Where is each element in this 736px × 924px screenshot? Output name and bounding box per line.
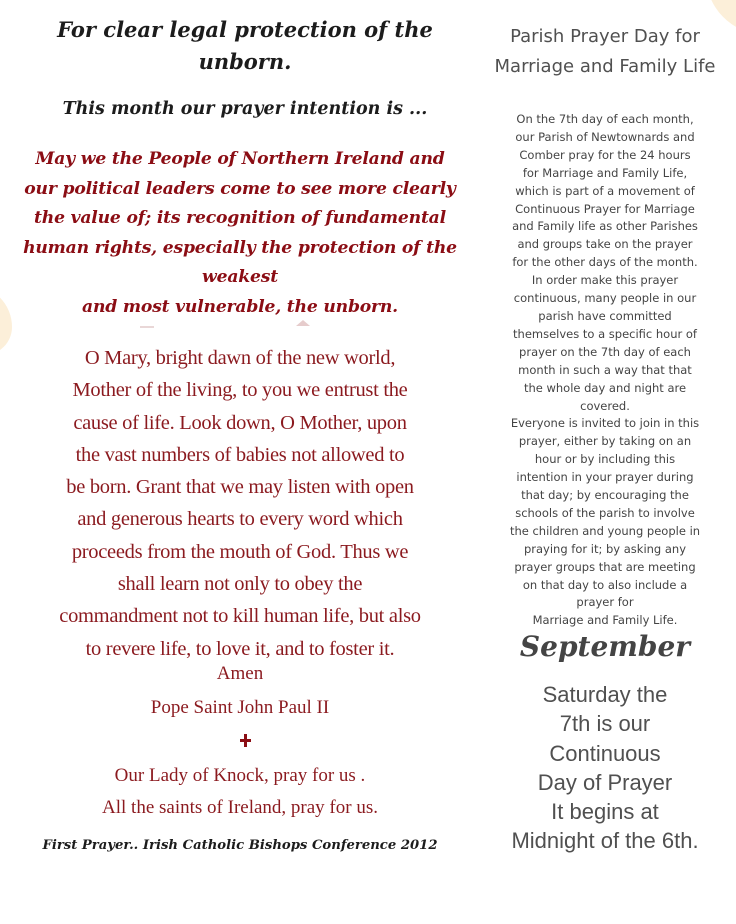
prayer-intention	[10, 145, 470, 322]
prayer-day-note	[478, 680, 732, 856]
prayer-line: shall learn not only to obey the	[117, 573, 363, 596]
parish-prayer-title: Parish Prayer Day for Marriage and Family Life	[494, 26, 716, 77]
body-line: our Parish of Newtownards and	[515, 129, 695, 144]
intention-line: May we the People of Northern Ireland and	[35, 149, 445, 169]
body-line: praying for it; by asking any	[523, 541, 687, 556]
intention-heading: This month our prayer intention is ...	[62, 99, 428, 119]
prayer-line: be born. Grant that we may listen with open	[66, 476, 414, 499]
note-line: Saturday the	[542, 682, 668, 707]
intention-line: the value of; its recognition of fundamental	[34, 208, 446, 228]
body-line: schools of the parish to involve	[515, 505, 695, 520]
note-line: Day of Prayer	[537, 769, 673, 795]
body-line: that day; by encouraging the	[521, 488, 689, 503]
prayer-line: O Mary, bright dawn of the new world,	[84, 347, 396, 369]
body-line: hour or by including this	[534, 452, 676, 467]
parish-prayer-body	[490, 111, 720, 630]
body-line: parish have committed	[538, 308, 672, 323]
decorative-mark	[140, 326, 154, 328]
body-line: on that day to also include a	[522, 577, 688, 592]
prayer-line: proceeds from the mouth of God. Thus we	[71, 540, 409, 563]
intention-line: human rights, especially the protection of the	[23, 237, 457, 258]
body-line: month in such a way that that	[518, 362, 692, 377]
prayer-author: Pope Saint John Paul II	[150, 697, 330, 718]
body-line: Marriage and Family Life.	[532, 613, 678, 628]
note-line: Midnight of the 6th.	[511, 828, 699, 854]
note-line: Continuous	[549, 740, 661, 766]
prayer-line: to revere life, to love it, and to foster it.	[85, 637, 395, 660]
intention-line: our political leaders come to see more clearly	[24, 178, 456, 199]
body-line: and Family life as other Parishes	[512, 219, 698, 234]
invocation-line: Our Lady of Knock, pray for us .	[114, 765, 366, 786]
body-line: prayer for	[576, 595, 634, 610]
body-line: Continuous Prayer for Marriage	[515, 201, 695, 216]
note-line: It begins at	[551, 799, 659, 825]
source-credit: First Prayer.. Irish Catholic Bishops Conference 2012	[42, 838, 438, 853]
amen: Amen	[216, 663, 264, 684]
month-heading: September	[519, 630, 691, 663]
body-line: Everyone is invited to join in this	[510, 416, 700, 431]
cross-icon	[240, 734, 250, 746]
note-line: 7th is our	[559, 711, 651, 737]
body-line: which is part of a movement of	[515, 183, 695, 198]
intention-line: weakest	[202, 267, 278, 287]
body-line: the children and young people in	[509, 523, 701, 538]
invocations	[20, 760, 460, 824]
body-line: prayer, either by taking on an	[518, 434, 692, 449]
body-line: continuous, many people in our	[513, 291, 697, 306]
body-line: the whole day and night are	[523, 380, 687, 395]
body-line: for the other days of the month.	[512, 255, 698, 270]
body-line: themselves to a specific hour of	[513, 326, 697, 341]
prayer-line: commandment not to kill human life, but also	[59, 605, 421, 628]
prayer-text	[20, 342, 460, 665]
body-line: In order make this prayer	[531, 273, 679, 288]
prayer-line: Mother of the living, to you we entrust the	[72, 379, 408, 402]
page-title: For clear legal protection of the unborn.	[57, 17, 433, 74]
body-line: prayer on the 7th day of each	[519, 344, 691, 359]
body-line: intention in your prayer during	[516, 470, 694, 485]
invocation-line: All the saints of Ireland, pray for us.	[102, 797, 378, 818]
prayer-line: and generous hearts to every word which	[77, 508, 403, 531]
prayer-line: cause of life. Look down, O Mother, upon	[73, 411, 407, 434]
body-line: covered.	[580, 398, 630, 413]
body-line: Comber pray for the 24 hours	[519, 147, 691, 162]
body-line: On the 7th day of each month,	[516, 112, 694, 126]
prayer-line: the vast numbers of babies not allowed to	[75, 443, 405, 466]
intention-line: and most vulnerable, the unborn.	[82, 296, 398, 317]
body-line: prayer groups that are meeting	[514, 559, 696, 574]
body-line: and groups take on the prayer	[517, 237, 693, 252]
body-line: for Marriage and Family Life,	[522, 165, 688, 180]
